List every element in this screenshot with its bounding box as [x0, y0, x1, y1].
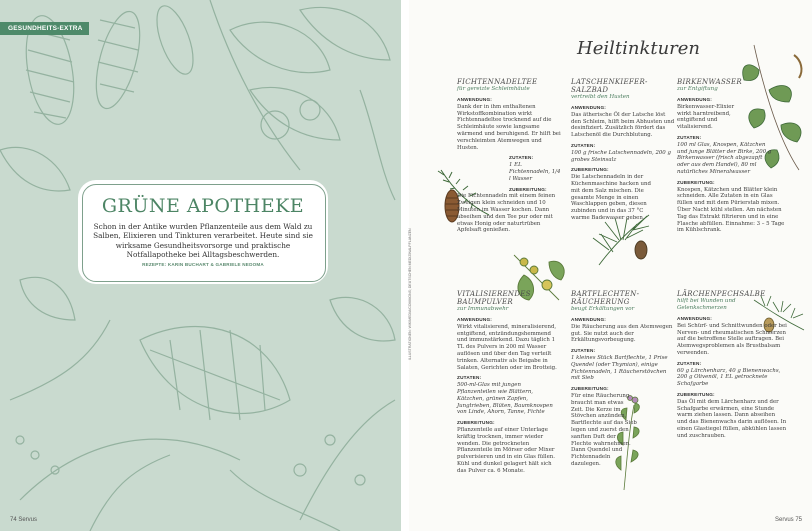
recipe-heading: ZUTATEN: [509, 155, 534, 161]
feature-title: GRÜNE APOTHEKE [101, 195, 305, 217]
recipe-heading: ZUBEREITUNG: [509, 186, 547, 192]
recipe-heading: ANWENDUNG: [457, 317, 493, 322]
recipe-vitalisierendes-baumpulver [457, 290, 561, 475]
recipe-credit: REZEPTE: KARIN BUCHART & GABRIELE NEDOMA [142, 262, 264, 267]
recipe-text: Birkenwasser-Elixier wirkt harntreibend, entgiftend und vitalisierend. [677, 103, 735, 131]
recipe-title: LATSCHENKIEFER-SALZBAD [571, 78, 648, 94]
recipe-heading: ZUTATEN: [677, 134, 702, 140]
recipe-heading: ZUTATEN: [571, 348, 596, 354]
recipe-ingredients: 500-ml-Glas mit jungen Pflanzenteilen wie Blättern, Kätzchen, grünen Zapfen, Jungtrieben, Blüten, Baumknospen von Linde, Ahorn, Tanne, Fichte [457, 382, 553, 416]
recipe-latschenkiefer-salzbad [571, 78, 677, 222]
recipe-heading: ZUBEREITUNG: [571, 167, 609, 173]
recipe-ingredients: 60 g Lärchenharz, 40 g Bienenwachs, 200 g Olivenöl, 1 EL getrocknete Schafgarbe [677, 367, 781, 388]
section-tag: GESUNDHEITS-EXTRA [0, 22, 89, 35]
page-number-right: Servus 75 [774, 517, 802, 523]
recipe-text: Die Räucherung aus den Atemwegen gut. Sie nutzt auch der Erkältungsvorbeugung. [571, 323, 673, 344]
recipe-ingredients: 1 kleines Stück Bartflechte, 1 Prise Quendel (oder Thymian), einige Fichtennadeln, 1 Räucherstövchen mit Sieb [571, 354, 668, 382]
recipe-text: Für eine Räucherung braucht man etwas Zeit. Die Kerze im Stövchen anzünden, Bartflechte auf das Sieb legen und zuerst den sanften Duft der Flechte wahrnehmen. Dann Quendel und Fichtennadeln dazulegen. [571, 392, 637, 467]
mountain-pine-icon [593, 215, 649, 265]
right-page [409, 0, 812, 531]
recipe-subtitle: für gereizte Schleimhäute [457, 86, 530, 92]
recipe-heading: ANWENDUNG: [457, 97, 493, 102]
left-page [0, 0, 401, 531]
recipe-text: Das ätherische Öl der Latsche löst den Schleim, hilft beim Abhusten und desinfiziert. Zusätzlich fördert das Latschenöl die Durchblutung. [571, 111, 675, 139]
recipe-text: Die Latschennadeln in der Küchenmaschine hacken und mit dem Salz mischen. Die gesamte Menge in einen Waschlappen geben, diesen zubinden und in das 37 °C warme Badewasser geben. [571, 174, 651, 221]
recipe-ingredients: 1 EL Fichtennadeln, 1/4 l Wasser [509, 162, 561, 182]
recipe-subtitle: zur Immunabwehr [457, 306, 509, 312]
recipe-ingredients: 100 g frische Latschennadeln, 200 g grobes Steinsalz [571, 149, 671, 163]
recipe-text: Das Öl mit dem Lärchenharz und der Schafgarbe erwärmen, eine Stunde warm ziehen lassen. Dann abseihen und das Bienenwachs darin auflösen. In einen Glastiegel füllen, abkühlen lassen und zuschrauben. [677, 398, 787, 439]
recipe-title: VITALISIERENDES BAUMPULVER [457, 290, 531, 306]
recipe-subtitle: vertreibt den Husten [571, 94, 630, 100]
recipe-heading: ANWENDUNG: [571, 317, 607, 322]
illustration-credit: ILLUSTRATIONEN: WIKIMEDIA/COMMONS; DEUTSCHEN MEDIZINALPFLANZEN [408, 228, 412, 360]
recipe-title: BIRKENWASSER [677, 78, 742, 86]
recipe-heading: ZUBEREITUNG: [677, 179, 715, 185]
recipe-fichtennadeltee [457, 78, 561, 234]
recipe-text: Dank der in ihm enthaltenen Wirkstoffkombination wirkt Fichtennadeltee trocknend auf die Schleimhäute sowie langsame wärmend und beruhigend. Er hilft bei verschleimten Atemwegen und Husten. [457, 103, 561, 151]
recipe-heading: ANWENDUNG: [677, 97, 713, 102]
recipe-subtitle: hilft bei Wunden und Gelenkschmerzen [677, 298, 736, 311]
recipe-birkenwasser [677, 78, 787, 234]
recipe-heading: ANWENDUNG: [571, 105, 607, 110]
recipe-heading: ZUTATEN: [677, 360, 702, 366]
recipe-text: Knospen, Kätzchen und Blätter klein schneiden. Alle Zutaten in ein Glas füllen und mit dem Pürierstab mixen. Über Nacht kühl stellen. Am nächsten Tag das Extrakt filtrieren und in eine Flasche abfüllen. Einnahme: 3 – 5 Tage im Kühlschrank. [677, 186, 785, 234]
recipe-title: BARTFLECHTEN-RÄUCHERUNG [571, 290, 640, 306]
recipe-text: Bei Schürf- und Schnittwunden oder bei Nerven- und rheumatischen Schmerzen auf die betroffene Stelle auftragen. Bei Atemwegsproblemen als Brustbalsam verwenden. [677, 322, 787, 356]
recipe-title: FICHTENNADELTEE [457, 78, 538, 86]
recipe-subtitle: zur Entgiftung [677, 86, 718, 92]
recipe-heading: ANWENDUNG: [677, 316, 713, 321]
recipe-heading: ZUBEREITUNG: [457, 420, 495, 426]
recipe-heading: ZUBEREITUNG: [571, 386, 609, 392]
recipe-heading: ZUTATEN: [571, 142, 596, 148]
recipe-text: Wirkt vitalisierend, mineralisierend, entgiftend, entzündungshemmend und immunstärkend. Dazu täglich 1 TL des Pulvers in 200 ml Wasser auflösen und über den Tag verteilt trinken. Alternativ als Beigabe in Salaten, Gerichten oder im Brotteig. [457, 323, 557, 371]
page-title: Heiltinkturen [577, 38, 701, 59]
recipe-title: LÄRCHENPECHSALBE [677, 290, 766, 298]
recipe-text: Pflanzenteile auf einer Unterlage kräftig trocknen, immer wieder wenden. Die getrockneten Pflanzenteile im Mörser oder Mixer pulverisieren und in ein Glas füllen. Kühl und dunkel gelagert hält sich das Pulver ca. 6 Monate. [457, 426, 555, 474]
recipe-heading: ZUTATEN: [457, 375, 482, 381]
page-number-left: 74 Servus [10, 517, 38, 523]
feature-intro: Schon in der Antike wurden Pflanzenteile aus dem Wald zu Salben, Elixieren und Tinkturen verarbeitet. Heute sind sie wirksame Gesundheitsvorsorge und praktische Notfallapotheke bei Alltagsbeschwerden. [93, 222, 313, 260]
recipe-laerchenpechsalbe [677, 290, 787, 440]
recipe-ingredients: 100 ml Glas, Knospen, Kätzchen und junge Blätter der Birke, 200 g Birkenwasser (frisch abgezapft oder aus dem Handel), 80 ml natürliches Mineralwasser [677, 141, 772, 175]
recipe-subtitle: beugt Erkältungen vor [571, 306, 635, 312]
recipe-bartflechten-raeucherung [571, 290, 677, 468]
recipe-text: Die Fichtennadeln mit einem feinen Zweigen klein schneiden und 10 Minuten im Wasser kochen. Dann abseihen und den Tee pur oder mit etwas Honig oder naturtrüben Apfelsaft genießen. [457, 193, 556, 234]
recipe-heading: ZUBEREITUNG: [677, 391, 715, 397]
